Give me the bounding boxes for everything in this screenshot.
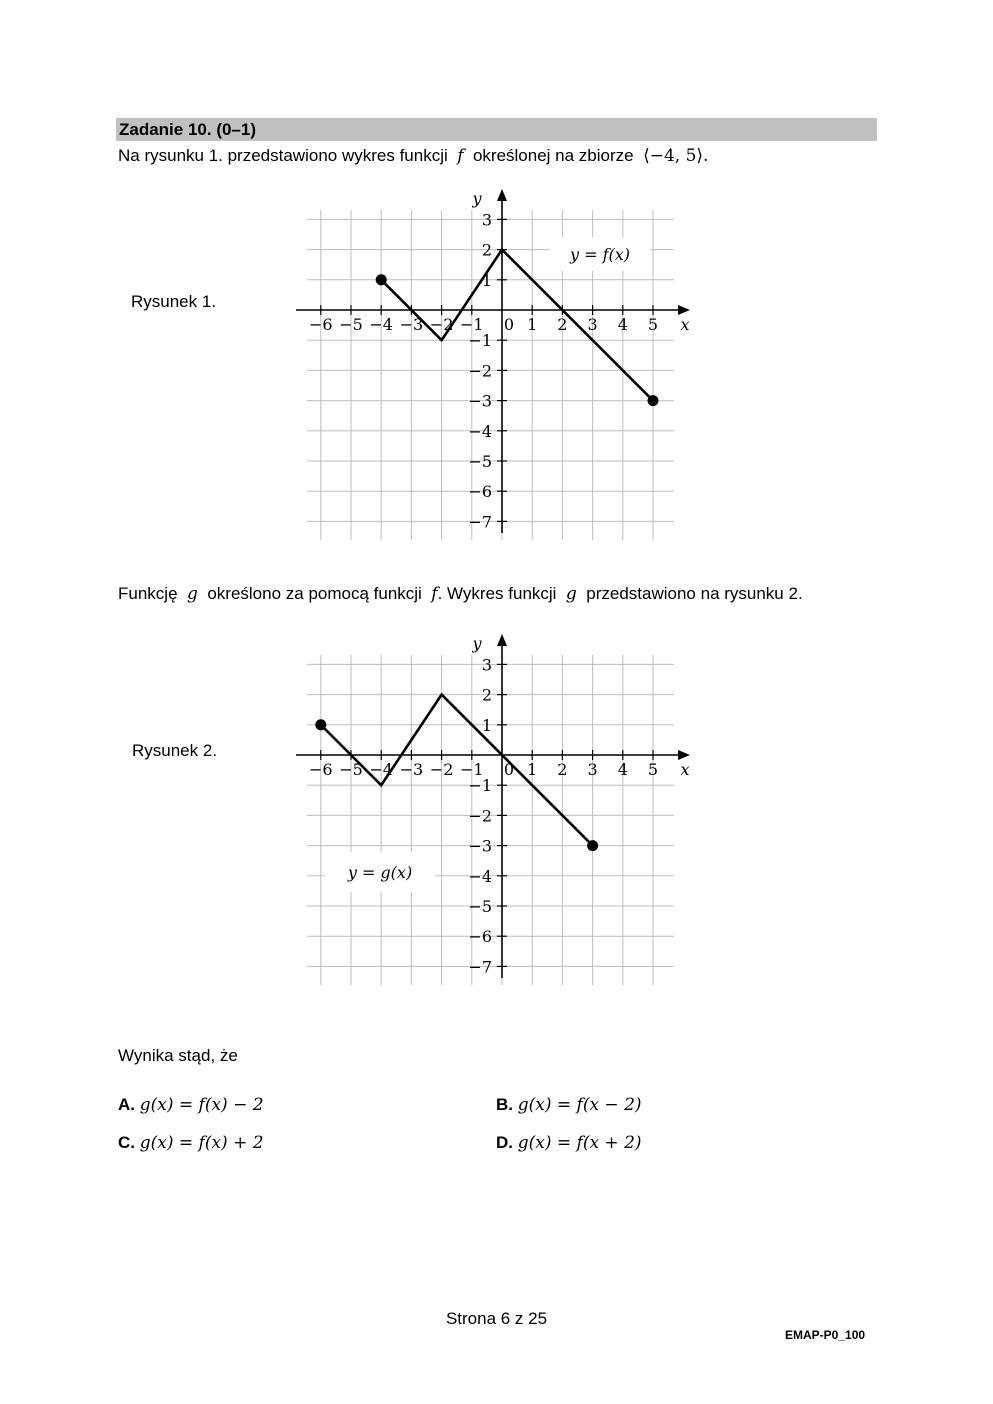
x-tick-label: −6 — [309, 315, 333, 334]
y-tick-label: −5 — [468, 452, 492, 471]
x-tick-label: 2 — [557, 760, 568, 779]
endpoint-dot — [587, 840, 598, 851]
conclusion-text: Wynika stąd, że — [118, 1046, 238, 1065]
y-tick-label: −7 — [468, 957, 492, 977]
x-tick-label: 1 — [527, 760, 538, 779]
intro-text-1: Na rysunku 1. przedstawiono wykres funkcji — [118, 146, 448, 165]
x-tick-label: 4 — [617, 315, 628, 334]
y-tick-label: −3 — [468, 836, 492, 856]
y-tick-label: −7 — [468, 512, 492, 532]
y-tick-label: 1 — [481, 715, 492, 735]
option-a[interactable] — [118, 1094, 264, 1116]
y-tick-label: −1 — [468, 776, 492, 796]
option-c[interactable] — [118, 1132, 264, 1154]
y-tick-label: −6 — [468, 927, 492, 947]
x-tick-label: −6 — [309, 760, 333, 779]
domain-interval: ⟨−4, 5⟩. — [643, 146, 709, 166]
document-code: EMAP-P0_100 — [785, 1328, 866, 1342]
x-axis-label: x — [680, 760, 690, 779]
y-tick-label: −4 — [468, 421, 492, 441]
y-tick-label: −4 — [468, 866, 492, 886]
x-tick-label: 3 — [587, 315, 598, 334]
x-axis-arrow — [678, 750, 690, 760]
g-symbol: g — [186, 584, 198, 604]
figure-1-label: Rysunek 1. — [131, 292, 217, 311]
option-letter: B. — [496, 1095, 513, 1114]
x-tick-label: −2 — [429, 315, 454, 334]
option-letter: C. — [118, 1133, 135, 1152]
x-tick-label: −5 — [339, 315, 363, 334]
f-symbol: f — [431, 584, 438, 604]
x-tick-label: 5 — [647, 315, 659, 334]
x-tick-label: −2 — [429, 760, 454, 779]
option-d[interactable] — [496, 1132, 642, 1154]
option-b[interactable] — [496, 1094, 642, 1116]
f-symbol: f — [457, 146, 464, 166]
y-tick-label: −6 — [468, 482, 492, 502]
y-tick-label: −1 — [468, 331, 492, 351]
option-formula: g(x) = f(x − 2) — [517, 1095, 642, 1115]
x-tick-label: −4 — [369, 315, 393, 334]
y-axis-label: y — [472, 634, 482, 653]
x-tick-label: 0 — [503, 760, 515, 779]
x-tick-label: −4 — [369, 760, 393, 779]
figure-2-chart — [290, 630, 700, 995]
intro-text-2: określonej na zbiorze — [472, 146, 634, 165]
x-tick-label: −1 — [460, 760, 484, 779]
y-axis-arrow — [497, 189, 507, 201]
x-tick-label: 0 — [503, 315, 515, 334]
y-tick-label: −5 — [468, 897, 492, 916]
y-tick-label: 1 — [481, 270, 492, 290]
x-axis-arrow — [678, 305, 690, 315]
middle-text-4: przedstawiono na rysunku 2. — [586, 584, 803, 603]
middle-text-3: . Wykres funkcji — [437, 584, 557, 603]
middle-text-1: Funkcję — [118, 584, 178, 603]
x-tick-label: −3 — [399, 760, 424, 779]
option-letter: A. — [118, 1095, 135, 1114]
page-number: Strona 6 z 25 — [445, 1309, 548, 1328]
y-tick-label: −2 — [468, 806, 492, 826]
option-formula: g(x) = f(x) + 2 — [139, 1133, 264, 1153]
y-tick-label: 2 — [481, 685, 492, 705]
endpoint-dot — [376, 274, 387, 285]
y-axis-label: y — [472, 189, 482, 208]
y-tick-label: −3 — [468, 391, 492, 411]
x-tick-label: 1 — [527, 315, 538, 334]
function-label: y = g(x) — [347, 863, 413, 882]
option-letter: D. — [496, 1133, 513, 1152]
x-tick-label: 3 — [587, 760, 598, 779]
middle-text-2: określono za pomocą funkcji — [207, 584, 422, 603]
y-tick-label: 2 — [481, 240, 492, 260]
x-tick-label: −3 — [399, 315, 424, 334]
endpoint-dot — [648, 395, 659, 406]
y-axis-arrow — [497, 634, 507, 646]
task-intro — [118, 145, 708, 167]
figure-1-chart — [290, 185, 700, 550]
x-tick-label: −5 — [339, 760, 363, 779]
endpoint-dot — [315, 719, 326, 730]
task-title: Zadanie 10. (0–1) — [119, 120, 257, 139]
y-tick-label: 3 — [481, 655, 492, 675]
figure-2-label: Rysunek 2. — [132, 741, 218, 760]
y-tick-label: −2 — [468, 361, 492, 381]
option-formula: g(x) = f(x) − 2 — [139, 1095, 264, 1115]
g-symbol: g — [565, 584, 577, 604]
x-tick-label: 5 — [647, 760, 659, 779]
function-label: y = f(x) — [569, 245, 631, 264]
x-axis-label: x — [680, 315, 690, 334]
x-tick-label: 4 — [617, 760, 628, 779]
middle-text — [118, 583, 803, 605]
x-tick-label: 2 — [557, 315, 568, 334]
y-tick-label: 3 — [481, 210, 492, 230]
x-tick-label: −1 — [460, 315, 484, 334]
option-formula: g(x) = f(x + 2) — [517, 1133, 642, 1153]
